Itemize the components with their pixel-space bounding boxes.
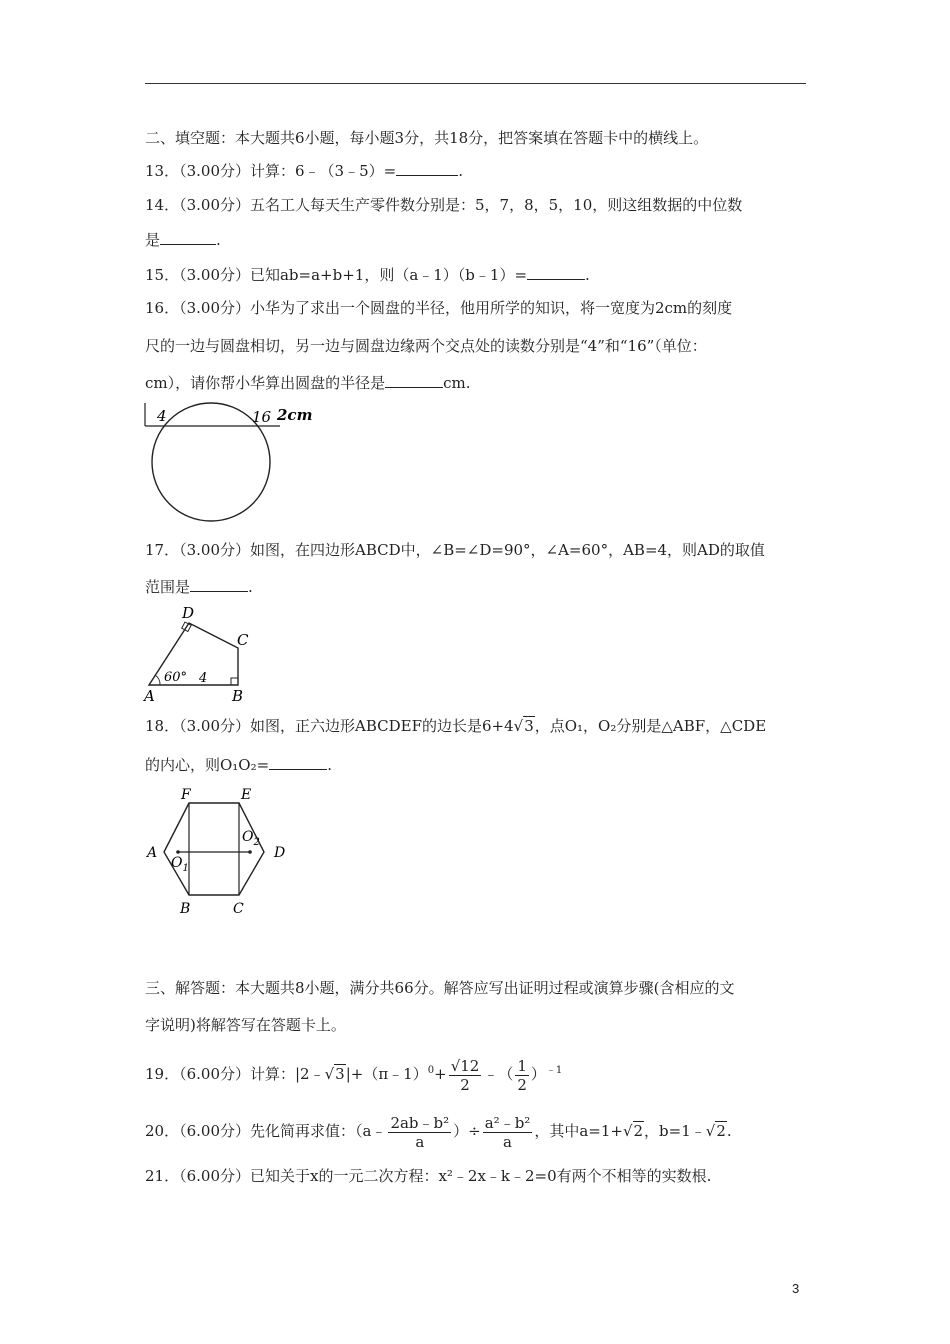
reading-4-label: 4 [157,407,167,425]
vertex-b-label: B [232,687,244,705]
fraction-a2-b2-over-a: $\frac{\text{a²﹣b²}}{a}$ [484,1113,531,1151]
point-o1 [176,850,180,854]
question-16-line2: 尺的一边与圆盘相切，另一边与圆盘边缘两个交点处的读数分别是“4”和“16”（单位： [145,337,707,355]
fraction-1-over-2: $\frac{1}{2}$ [517,1056,527,1094]
question-18-line1: 18．（3.00分）如图，正六边形ABCDEF的边长是6+4√3，点O₁，O₂分别是△ABF，△CDE [145,717,767,735]
vertex-b-label: B [180,901,191,917]
question-16-line3: cm），请你帮小华算出圆盘的半径是 cm. [145,374,471,392]
question-13: 13．（3.00分）计算：6﹣（3﹣5）= . [145,162,463,180]
sqrt-2-a: √2 [622,1122,644,1140]
answer-blank [385,373,443,388]
vertex-d-label: D [182,604,195,622]
section3-header-line1: 三、解答题：本大题共8小题，满分共66分。解答应写出证明过程或演算步骤(含相应的文 [145,979,735,997]
q18-hexagon-figure [140,785,300,920]
question-17-line2: 范围是 . [145,578,253,596]
answer-blank [160,230,216,245]
vertex-d-label: D [274,845,286,861]
sqrt-3: √3 [513,717,534,735]
question-21: 21．（6.00分）已知关于x的一元二次方程：x²﹣2x﹣k﹣2=0有两个不相等的实数根. [145,1167,712,1185]
section3-header-line2: 字说明)将解答写在答题卡上。 [145,1016,346,1034]
answer-blank [269,755,327,770]
regular-hexagon [164,803,264,895]
question-17-line1: 17．（3.00分）如图，在四边形ABCD中，∠B=∠D=90°，∠A=60°，AB=4，则AD的取值 [145,541,765,559]
question-18-line2: 的内心，则O₁O₂= . [145,756,332,774]
angle-60-label: 60° [164,670,188,685]
vertex-e-label: E [241,787,252,803]
question-14-line2: 是 . [145,231,221,249]
answer-blank [396,161,458,176]
question-19: 19．（6.00分）计算：|2﹣√3|+（π﹣1）$^0$+ $\frac{√12}{2}$ ﹣（ $\frac{1}{2}$ ）$^{﹣1}$ [145,1056,563,1094]
answer-blank [527,265,585,280]
sqrt-3: √3 [324,1065,345,1083]
q17-quadrilateral-figure [140,602,270,707]
side-ab-label: 4 [199,671,208,686]
quadrilateral-abcd [149,623,238,685]
incenter-o2-label: $O_2$ [242,829,260,848]
vertex-c-label: C [237,631,249,649]
vertex-c-label: C [233,901,244,917]
question-20: 20．（6.00分）先化简再求值：（a﹣ $\frac{\text{2ab﹣b²}}{a}$ ）÷ $\frac{\text{a²﹣b²}}{a}$ ，其中a=1+√2，b=1﹣√2. [145,1113,732,1151]
header-rule [145,83,806,84]
question-15: 15．（3.00分）已知ab=a+b+1，则（a﹣1）（b﹣1）= . [145,266,590,284]
vertex-a-label: A [144,687,155,705]
question-14-line1: 14．（3.00分）五名工人每天生产零件数分别是：5，7，8，5，10，则这组数据的中位数 [145,196,743,214]
fraction-2ab-b2-over-a: $\frac{\text{2ab﹣b²}}{a}$ [390,1113,450,1151]
point-o2 [248,850,252,854]
question-16-line1: 16．（3.00分）小华为了求出一个圆盘的半径，他用所学的知识，将一宽度为2cm的刻度 [145,299,733,317]
page-number: 3 [792,1281,800,1296]
fraction-sqrt12-over-2: $\frac{√12}{2}$ [450,1056,480,1094]
q16-ruler-circle-figure [140,400,320,530]
vertex-f-label: F [181,787,191,803]
angle-a-arc [155,675,160,685]
right-angle-mark-b [231,678,238,685]
reading-16-label: 16 [252,408,272,426]
vertex-a-label: A [147,845,158,861]
answer-blank [190,577,248,592]
width-2cm-label: 2cm [277,406,313,424]
section2-header: 二、填空题：本大题共6小题，每小题3分，共18分，把答案填在答题卡中的横线上。 [145,129,709,147]
incenter-o1-label: $O_1$ [171,855,189,874]
sqrt-2-b: √2 [705,1122,726,1140]
